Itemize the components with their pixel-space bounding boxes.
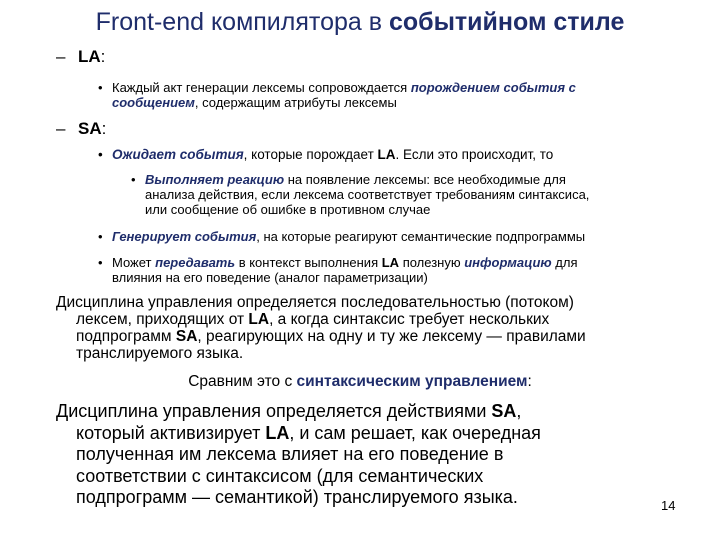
- sa-bullet-2-text: , на которые реагируют семантические подпрограммы: [256, 229, 586, 244]
- sa-bullet-1-em: Ожидает события: [112, 147, 244, 162]
- sa-bullet-3-text3: полезную: [399, 255, 465, 270]
- paragraph-1-line3a: подпрограмм: [76, 328, 176, 345]
- slide-title: [0, 8, 720, 37]
- paragraph-2: [56, 401, 696, 509]
- paragraph-2-sa: SA: [491, 401, 517, 421]
- la-heading: [56, 47, 105, 67]
- paragraph-2-la: LA: [265, 422, 290, 443]
- sa-bullet-3-la: LA: [381, 255, 400, 270]
- la-bullet-text1: Каждый акт генерации лексемы сопровождается: [112, 80, 411, 95]
- sa-subbullet-line3: или сообщение об ошибке в противном случае: [145, 202, 431, 217]
- paragraph-2-line4: соответствии с синтаксисом (для семантических: [76, 465, 484, 486]
- title-plain: Front-end компилятора в: [95, 8, 389, 36]
- paragraph-1-line1: Дисциплина управления определяется последовательностью (потоком): [56, 294, 574, 311]
- sa-bullet-3-em1: передавать: [155, 255, 236, 270]
- sa-bullet-1: [98, 147, 702, 162]
- paragraph-2-line1a: Дисциплина управления определяется действиями: [56, 401, 492, 421]
- sa-bullet-3-text1: Может: [112, 255, 156, 270]
- sa-bullet-2-marker: •: [98, 229, 103, 244]
- sa-bullet-2: [98, 229, 712, 244]
- paragraph-2-line1b: ,: [516, 401, 522, 421]
- sa-subbullet-line2: анализа действия, если лексема соответствует требованиям синтаксиса,: [145, 187, 590, 202]
- paragraph-1-line4: транслируемого языка.: [76, 345, 244, 362]
- page-number: 14: [661, 498, 676, 513]
- sa-subbullet: [131, 172, 705, 217]
- sa-bullet-3-text4: для: [551, 255, 578, 270]
- sa-colon: :: [101, 119, 107, 138]
- la-bullet-em1: порождением события с: [410, 80, 576, 95]
- paragraph-1-line2a: лексем, приходящих от: [76, 311, 249, 328]
- compare-line: [0, 373, 720, 391]
- sa-subbullet-line1: на появление лексемы: все необходимые для: [284, 172, 566, 187]
- compare-text2: :: [527, 373, 532, 390]
- la-bullet-em2: сообщением: [112, 95, 195, 110]
- paragraph-1-sa: SA: [175, 328, 198, 345]
- paragraph-1-line3b: , реагирующих на одну и ту же лексему — правилами: [197, 328, 586, 345]
- sa-bullet-1-text2: . Если это происходит, то: [395, 147, 554, 162]
- sa-bullet-3: [98, 255, 712, 285]
- sa-bullet-3-marker: •: [98, 255, 103, 270]
- la-bullet-marker: •: [98, 80, 103, 95]
- paragraph-1: [56, 294, 716, 362]
- sa-dash: –: [56, 119, 66, 138]
- sa-bullet-1-text1: , которые порождает: [243, 147, 378, 162]
- sa-bullet-1-la: LA: [377, 147, 396, 162]
- sa-subbullet-marker: •: [131, 172, 136, 187]
- paragraph-2-line3: полученная им лексема влияет на его поведение в: [76, 444, 504, 464]
- compare-em: синтаксическим управлением: [296, 373, 528, 390]
- sa-bullet-1-marker: •: [98, 147, 103, 162]
- la-dash: –: [56, 47, 66, 66]
- la-bullet-text2: , содержащим атрибуты лексемы: [194, 95, 397, 110]
- paragraph-2-line2b: , и сам решает, как очередная: [289, 422, 541, 443]
- paragraph-2-line5: подпрограмм — семантикой) транслируемого языка.: [76, 487, 518, 507]
- sa-subbullet-em: Выполняет реакцию: [145, 172, 285, 187]
- sa-heading: [56, 119, 106, 139]
- sa-bullet-2-em: Генерирует события: [112, 229, 257, 244]
- la-label: LA: [78, 47, 101, 66]
- la-colon: :: [100, 47, 106, 66]
- la-bullet: [98, 80, 702, 110]
- sa-bullet-3-line2: влияния на его поведение (аналог параметризации): [112, 270, 428, 285]
- sa-label: SA: [78, 119, 102, 138]
- compare-text1: Сравним это с: [188, 373, 297, 390]
- sa-bullet-3-em2: информацию: [464, 255, 552, 270]
- paragraph-1-line2b: , а когда синтаксис требует нескольких: [269, 311, 550, 328]
- paragraph-2-line2a: который активизирует: [76, 422, 266, 443]
- title-highlight: событийном стиле: [388, 8, 625, 36]
- sa-bullet-3-text2: в контекст выполнения: [235, 255, 382, 270]
- paragraph-1-la: LA: [248, 311, 270, 328]
